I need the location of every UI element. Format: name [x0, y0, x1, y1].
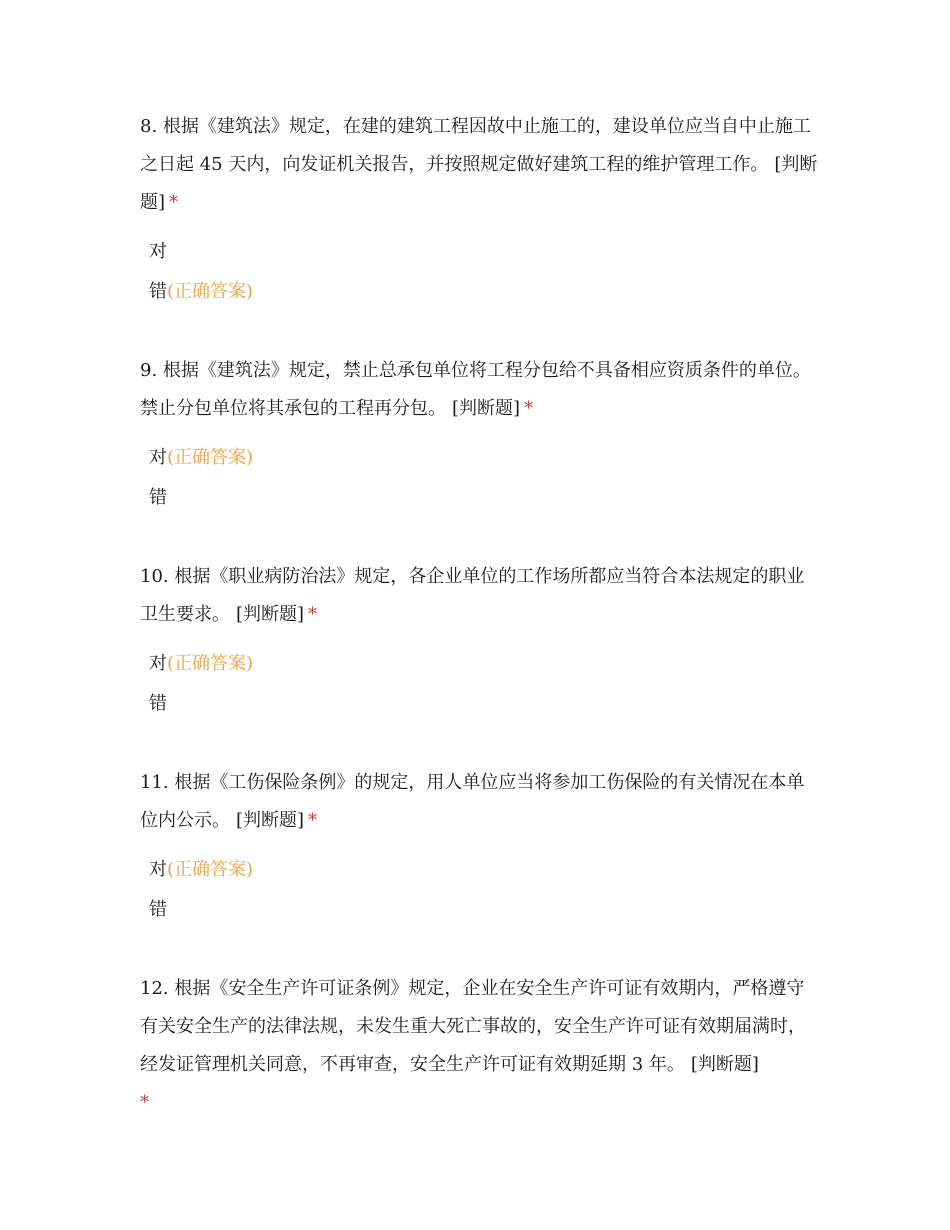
correct-answer-mark: (正确答案)	[167, 653, 254, 674]
option-label: 错	[149, 899, 167, 920]
options-list	[140, 850, 820, 930]
option-label: 对	[149, 447, 167, 468]
option-label: 对	[149, 859, 167, 880]
question-10	[140, 558, 820, 724]
option-label: 错	[149, 693, 167, 714]
option-false[interactable]	[140, 272, 820, 312]
option-false[interactable]	[140, 478, 820, 518]
question-text-body: 10. 根据《职业病防治法》规定，各企业单位的工作场所都应当符合本法规定的职业卫生要求。	[140, 566, 805, 625]
question-text	[140, 108, 820, 222]
question-9	[140, 352, 820, 518]
correct-answer-mark: (正确答案)	[167, 447, 254, 468]
options-list	[140, 232, 820, 312]
question-text-body: 8. 根据《建筑法》规定，在建的建筑工程因故中止施工的，建设单位应当自中止施工之日起 45 天内，向发证机关报告，并按照规定做好建筑工程的维护管理工作。	[140, 116, 811, 175]
required-asterisk: *	[524, 398, 534, 419]
required-asterisk: *	[169, 192, 179, 213]
question-type-tag: [判断题]	[690, 1054, 759, 1075]
question-text	[140, 764, 820, 840]
survey-page	[140, 108, 820, 1158]
question-text	[140, 970, 820, 1122]
option-label: 对	[149, 653, 167, 674]
question-text	[140, 352, 820, 428]
option-true[interactable]	[140, 644, 820, 684]
question-text-body: 11. 根据《工伤保险条例》的规定，用人单位应当将参加工伤保险的有关情况在本单位内公示。	[140, 772, 805, 831]
question-type-tag: [判断题]	[140, 154, 818, 213]
required-asterisk: *	[140, 1092, 149, 1113]
options-list	[140, 438, 820, 518]
option-label: 错	[149, 487, 167, 508]
question-text-body: 9. 根据《建筑法》规定，禁止总承包单位将工程分包给不具备相应资质条件的单位。禁止分包单位将其承包的工程再分包。	[140, 360, 811, 419]
question-text-body: 12. 根据《安全生产许可证条例》规定，企业在安全生产许可证有效期内，严格遵守有关安全生产的法律法规，未发生重大死亡事故的，安全生产许可证有效期届满时，经发证管理机关同意，不再审查，安全生产许可证有效期延期 3 年。	[140, 978, 806, 1075]
option-label: 错	[149, 281, 167, 302]
option-label: 对	[149, 241, 167, 262]
question-text	[140, 558, 820, 634]
option-true[interactable]	[140, 232, 820, 272]
question-12	[140, 970, 820, 1122]
options-list	[140, 644, 820, 724]
question-11	[140, 764, 820, 930]
option-false[interactable]	[140, 684, 820, 724]
correct-answer-mark: (正确答案)	[167, 859, 254, 880]
question-type-tag: [判断题]	[452, 398, 521, 419]
question-8	[140, 108, 820, 312]
correct-answer-mark: (正确答案)	[167, 281, 254, 302]
option-false[interactable]	[140, 890, 820, 930]
question-type-tag: [判断题]	[236, 810, 305, 831]
option-true[interactable]	[140, 850, 820, 890]
required-asterisk: *	[308, 604, 318, 625]
option-true[interactable]	[140, 438, 820, 478]
required-asterisk: *	[308, 810, 318, 831]
question-type-tag: [判断题]	[236, 604, 305, 625]
